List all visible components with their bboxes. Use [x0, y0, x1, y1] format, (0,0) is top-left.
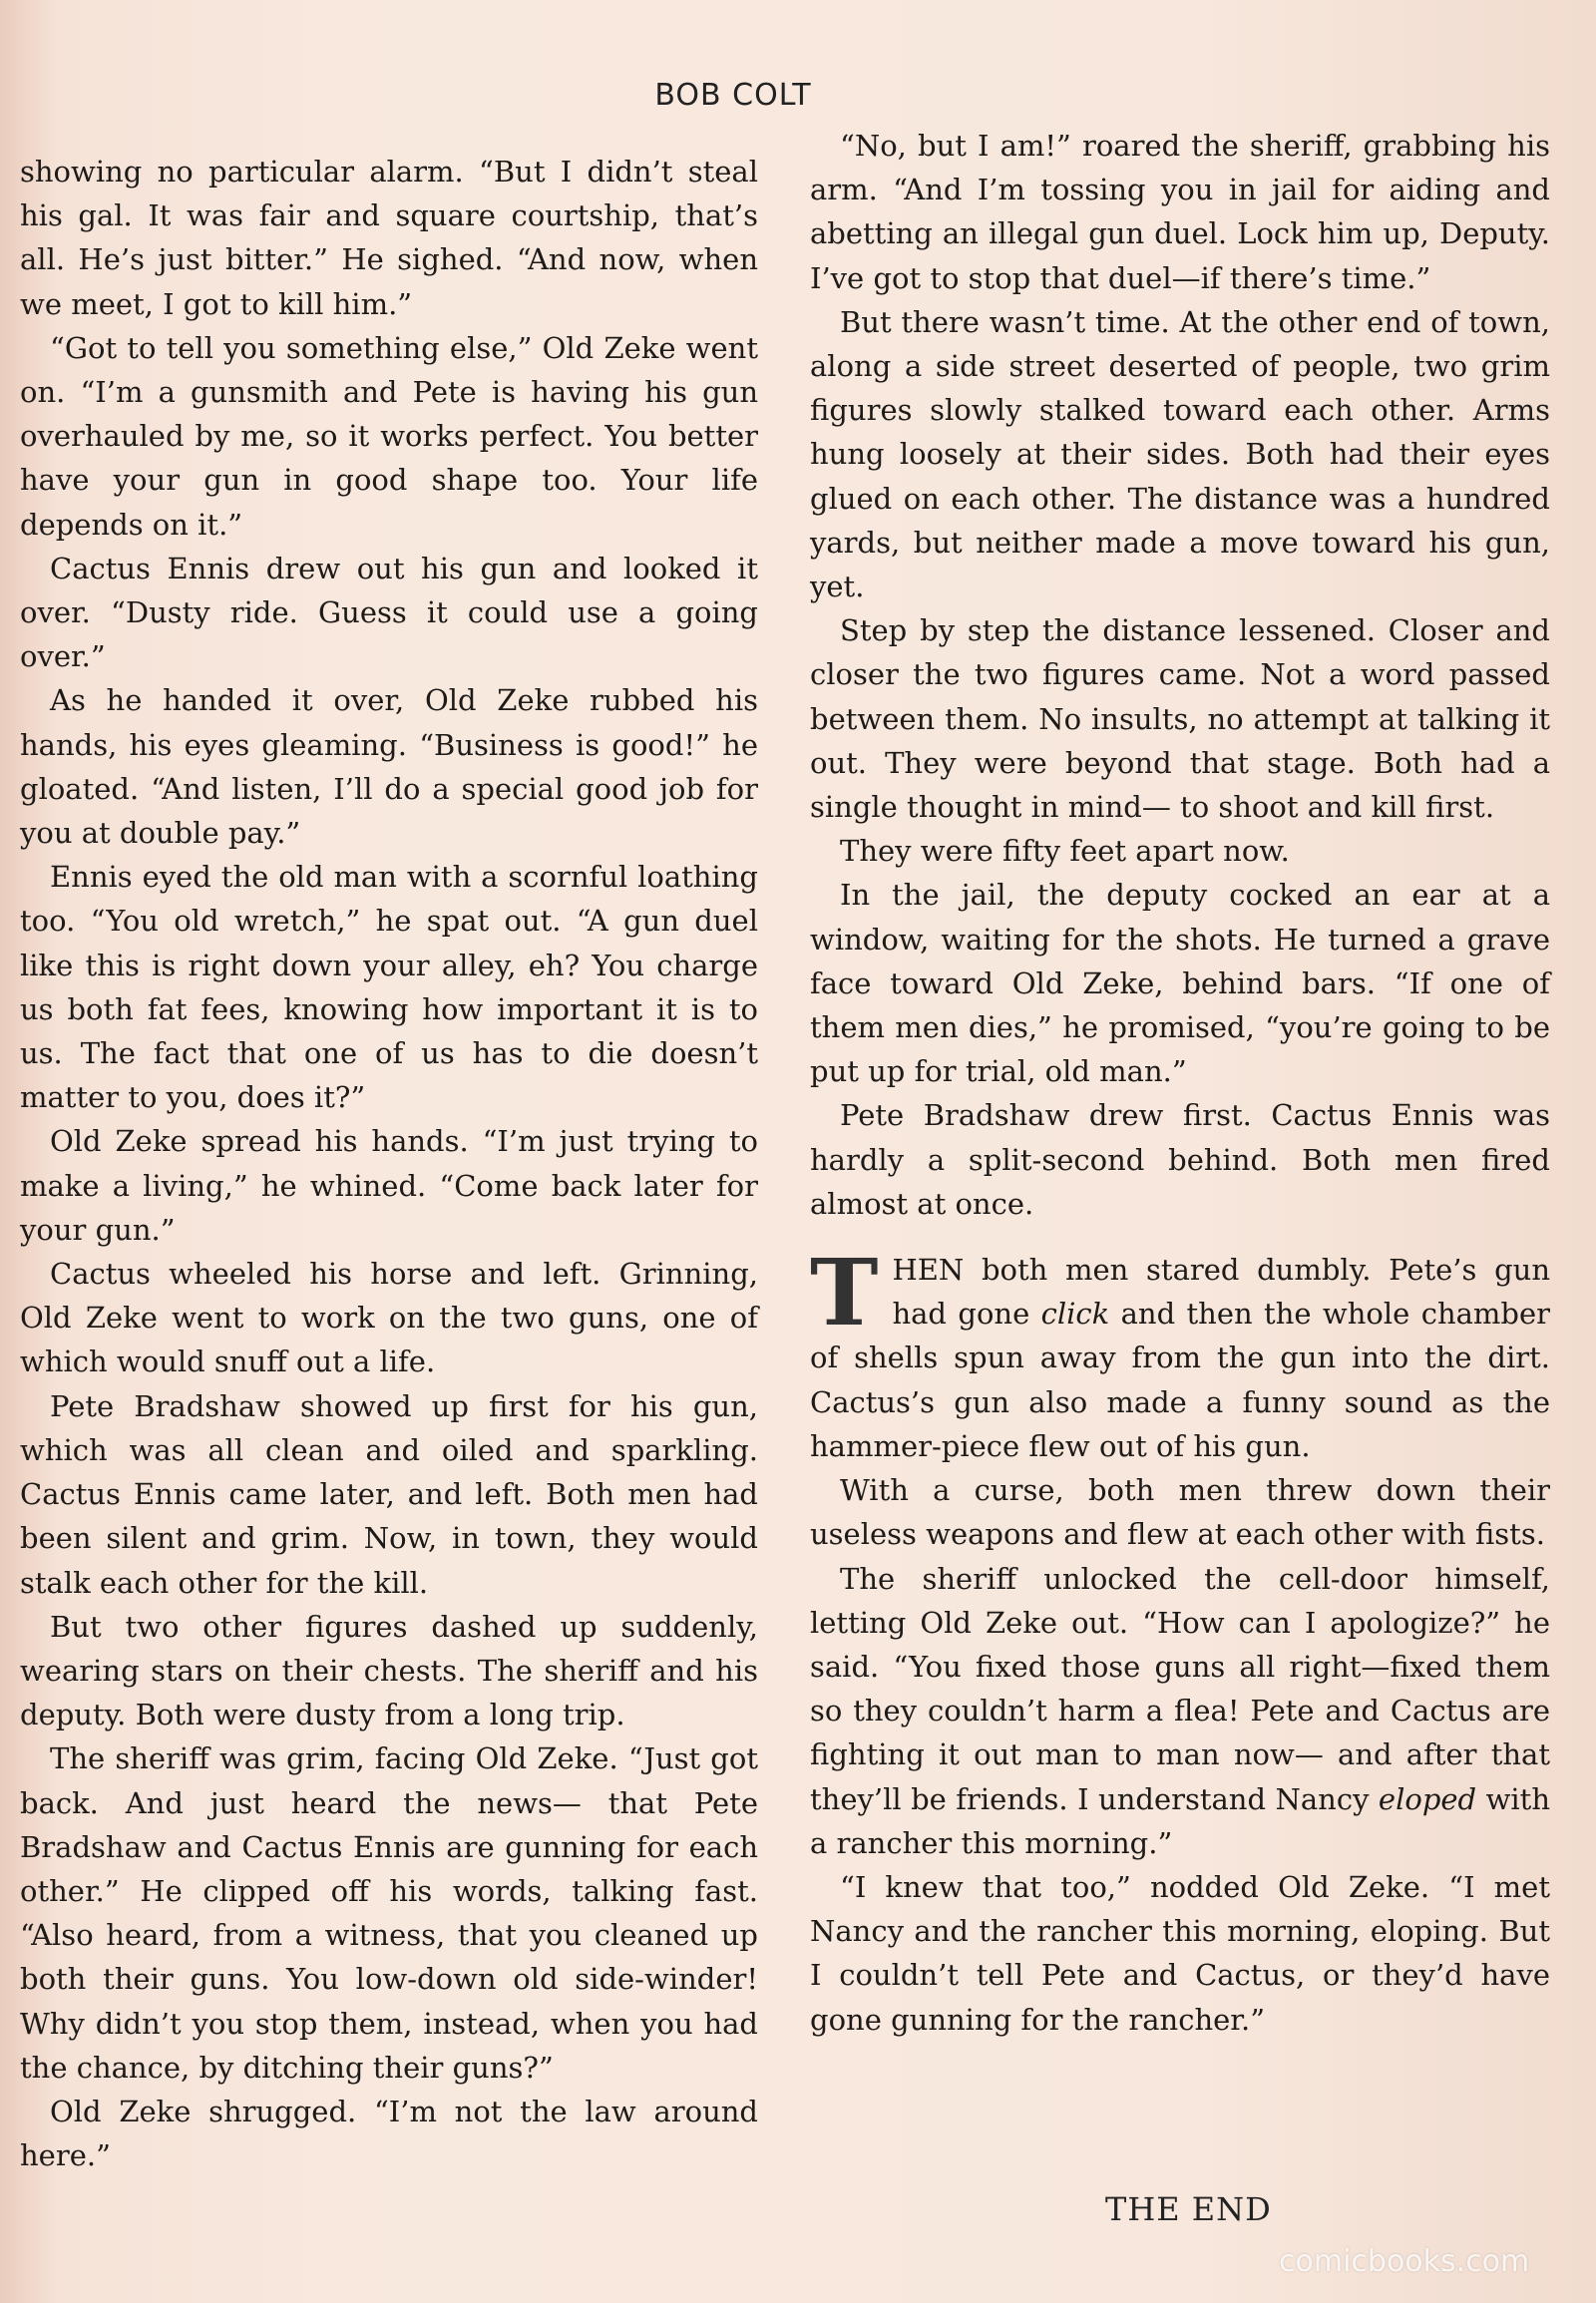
- sheriff-text-1: The sheriff unlocked the cell-door himself, letting Old Zeke out. “How can I apologize?” he said. “You fixed those guns all right—fixed them so they couldn’t harm a flea! Pete and Cactus are fighting it out man to man now— and after that they’ll be friends. I understand Nancy: [810, 1561, 1550, 1816]
- paragraph: Cactus wheeled his horse and left. Grinning, Old Zeke went to work on the two guns, one of which would snuff out a life.: [20, 1257, 758, 1379]
- running-head: BOB COLT: [654, 78, 812, 113]
- paragraph: showing no particular alarm. “But I didn’t steal his gal. It was fair and square courtship, that’s all. He’s just bitter.” He sighed. “And now, when we meet, I got to kill him.”: [20, 155, 758, 321]
- paragraph: “Got to tell you something else,” Old Zeke went on. “I’m a gunsmith and Pete is having his gun overhauled by me, so it works perfect. You better have your gun in good shape too. Your life depends on it.”: [20, 330, 758, 542]
- sheriff-paragraph: [810, 1557, 1550, 1865]
- paragraph: But two other figures dashed up suddenly, wearing stars on their chests. The sheriff and his deputy. Both were dusty from a long trip.: [20, 1609, 758, 1732]
- final-paragraph: “I knew that too,” nodded Old Zeke. “I met Nancy and the rancher this morning, eloping. But I couldn’t tell Pete and Cactus, or they’d have gone gunning for the rancher.”: [810, 1869, 1550, 2037]
- paragraph: In the jail, the deputy cocked an ear at a window, waiting for the shots. He turned a grave face toward Old Zeke, behind bars. “If one of them men dies,” he promised, “you’re going to be put up for trial, old man.”: [810, 878, 1550, 1089]
- eloped-word: eloped: [1378, 1781, 1477, 1816]
- paragraph: With a curse, both men threw down their useless weapons and flew at each other with fists.: [810, 1473, 1550, 1552]
- drop-cap-initial: T: [810, 1239, 879, 1347]
- the-end-mark: THE END: [1105, 2190, 1272, 2228]
- right-column-after: [810, 1468, 1550, 1556]
- paragraph: They were fifty feet apart now.: [840, 834, 1290, 869]
- click-word: click: [1040, 1297, 1110, 1332]
- right-column: [810, 124, 1550, 2042]
- paragraph: Ennis eyed the old man with a scornful loathing too. “You old wretch,” he spat out. “A gun duel like this is right down your alley, eh? You charge us both fat fees, knowing how important it is to us. The fact that one of us has to die doesn’t matter to you, does it?”: [20, 860, 758, 1115]
- section-gap: [810, 1226, 1550, 1248]
- paragraph: But there wasn’t time. At the other end of town, along a side street deserted of people, two grim figures slowly stalked toward each other. Arms hung loosely at their sides. Both had their eyes glued on each other. The distance was a hundred yards, but neither made a move toward his gun, yet.: [810, 304, 1550, 604]
- paragraph: Old Zeke shrugged. “I’m not the law around here.”: [20, 2094, 758, 2173]
- paragraph: The sheriff was grim, facing Old Zeke. “Just got back. And just heard the news— that Pete Bradshaw and Cactus Ennis are gunning for each other.” He clipped off his words, talking fast. “Also heard, from a witness, that you cleaned up both their guns. You low-down old side-winder! Why didn’t you stop them, instead, when you had the chance, by ditching their guns?”: [20, 1741, 758, 2085]
- left-column: [20, 150, 758, 2177]
- paragraph: Pete Bradshaw drew first. Cactus Ennis was hardly a split-second behind. Both men fired almost at once.: [810, 1098, 1550, 1221]
- sheriff-text-2: with a rancher this morning.”: [810, 1781, 1550, 1860]
- paragraph: Step by step the distance lessened. Closer and closer the two figures came. Not a word passed between them. No insults, no attempt at talking it out. They were beyond that stage. Both had a single thought in mind— to shoot and kill first.: [810, 613, 1550, 825]
- paragraph: As he handed it over, Old Zeke rubbed his hands, his eyes gleaming. “Business is good!” he gloated. “And listen, I’ll do a special good job for you at double pay.”: [20, 683, 758, 851]
- paragraph: Cactus Ennis drew out his gun and looked it over. “Dusty ride. Guess it could use a going over.”: [20, 551, 758, 674]
- drop-cap-lead: HEN: [892, 1253, 965, 1288]
- watermark: comicbooks.com: [1279, 2244, 1530, 2279]
- paragraph: Pete Bradshaw showed up first for his gun, which was all clean and oiled and sparkling. Cactus Ennis came later, and left. Both men had been silent and grim. Now, in town, they would stalk each other for the kill.: [20, 1388, 758, 1600]
- dropcap-text-1: both men stared dumbly. Pete’s gun had gone: [892, 1253, 1550, 1332]
- dropcap-text-2: and then the whole chamber of shells spun away from the gun into the dirt. Cactus’s gun also made a funny sound as the hammer-piece flew out of his gun.: [810, 1297, 1550, 1463]
- paragraph: “No, but I am!” roared the sheriff, grabbing his arm. “And I’m tossing you in jail for aiding and abetting an illegal gun duel. Lock him up, Deputy. I’ve got to stop that duel—if there’s time.”: [810, 129, 1550, 295]
- right-column-top: [810, 124, 1550, 1226]
- dropcap-paragraph: [810, 1239, 1550, 1468]
- paragraph: Old Zeke spread his hands. “I’m just trying to make a living,” he whined. “Come back later for your gun.”: [20, 1124, 758, 1247]
